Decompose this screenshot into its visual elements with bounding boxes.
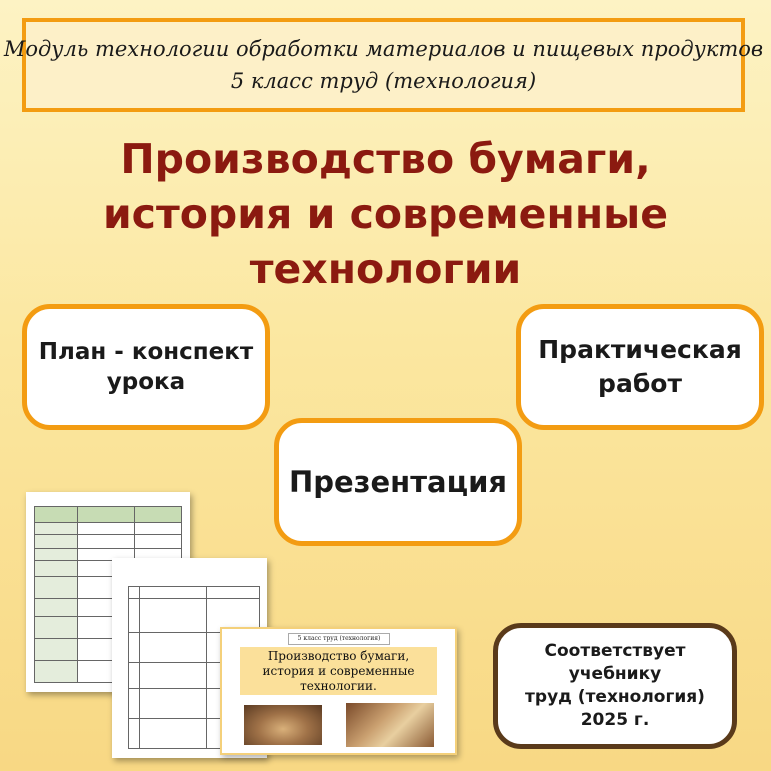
practical-work-line2: работ	[598, 369, 682, 398]
slide-title-line3: технологии.	[300, 678, 377, 693]
title-line3: технологии	[249, 245, 522, 293]
presentation-card	[274, 418, 522, 546]
lesson-plan-card	[22, 304, 270, 430]
slide-title	[240, 647, 437, 695]
module-header-line1: Модуль технологии обработки материалов и пищевых продуктов	[3, 37, 764, 61]
textbook-match-card	[493, 623, 737, 749]
slide-title-line1: Производство бумаги,	[267, 648, 410, 663]
match-line3: 2025 г.	[580, 710, 650, 730]
module-header-line2: 5 класс труд (технология)	[230, 69, 537, 93]
lesson-plan-line2: урока	[106, 369, 186, 395]
scroll-image	[346, 703, 434, 747]
lesson-plan-line1: План - конспект	[38, 339, 254, 365]
slide-title-line2: история и современные	[262, 663, 415, 678]
papyrus-roll-image	[244, 705, 322, 745]
module-header	[3, 18, 764, 112]
page-title	[0, 132, 771, 297]
match-line2: труд (технология)	[525, 687, 705, 707]
presentation-slide-thumbnail	[220, 627, 457, 755]
presentation-label: Презентация	[288, 465, 508, 499]
practical-work-line1: Практическая	[538, 335, 742, 364]
practical-work-card	[516, 304, 764, 430]
title-line2: история и современные	[102, 190, 669, 238]
title-line1: Производство бумаги,	[120, 135, 651, 183]
match-line1: Соответствует учебнику	[544, 641, 686, 684]
slide-top-label: 5 класс труд (технология)	[288, 633, 390, 645]
